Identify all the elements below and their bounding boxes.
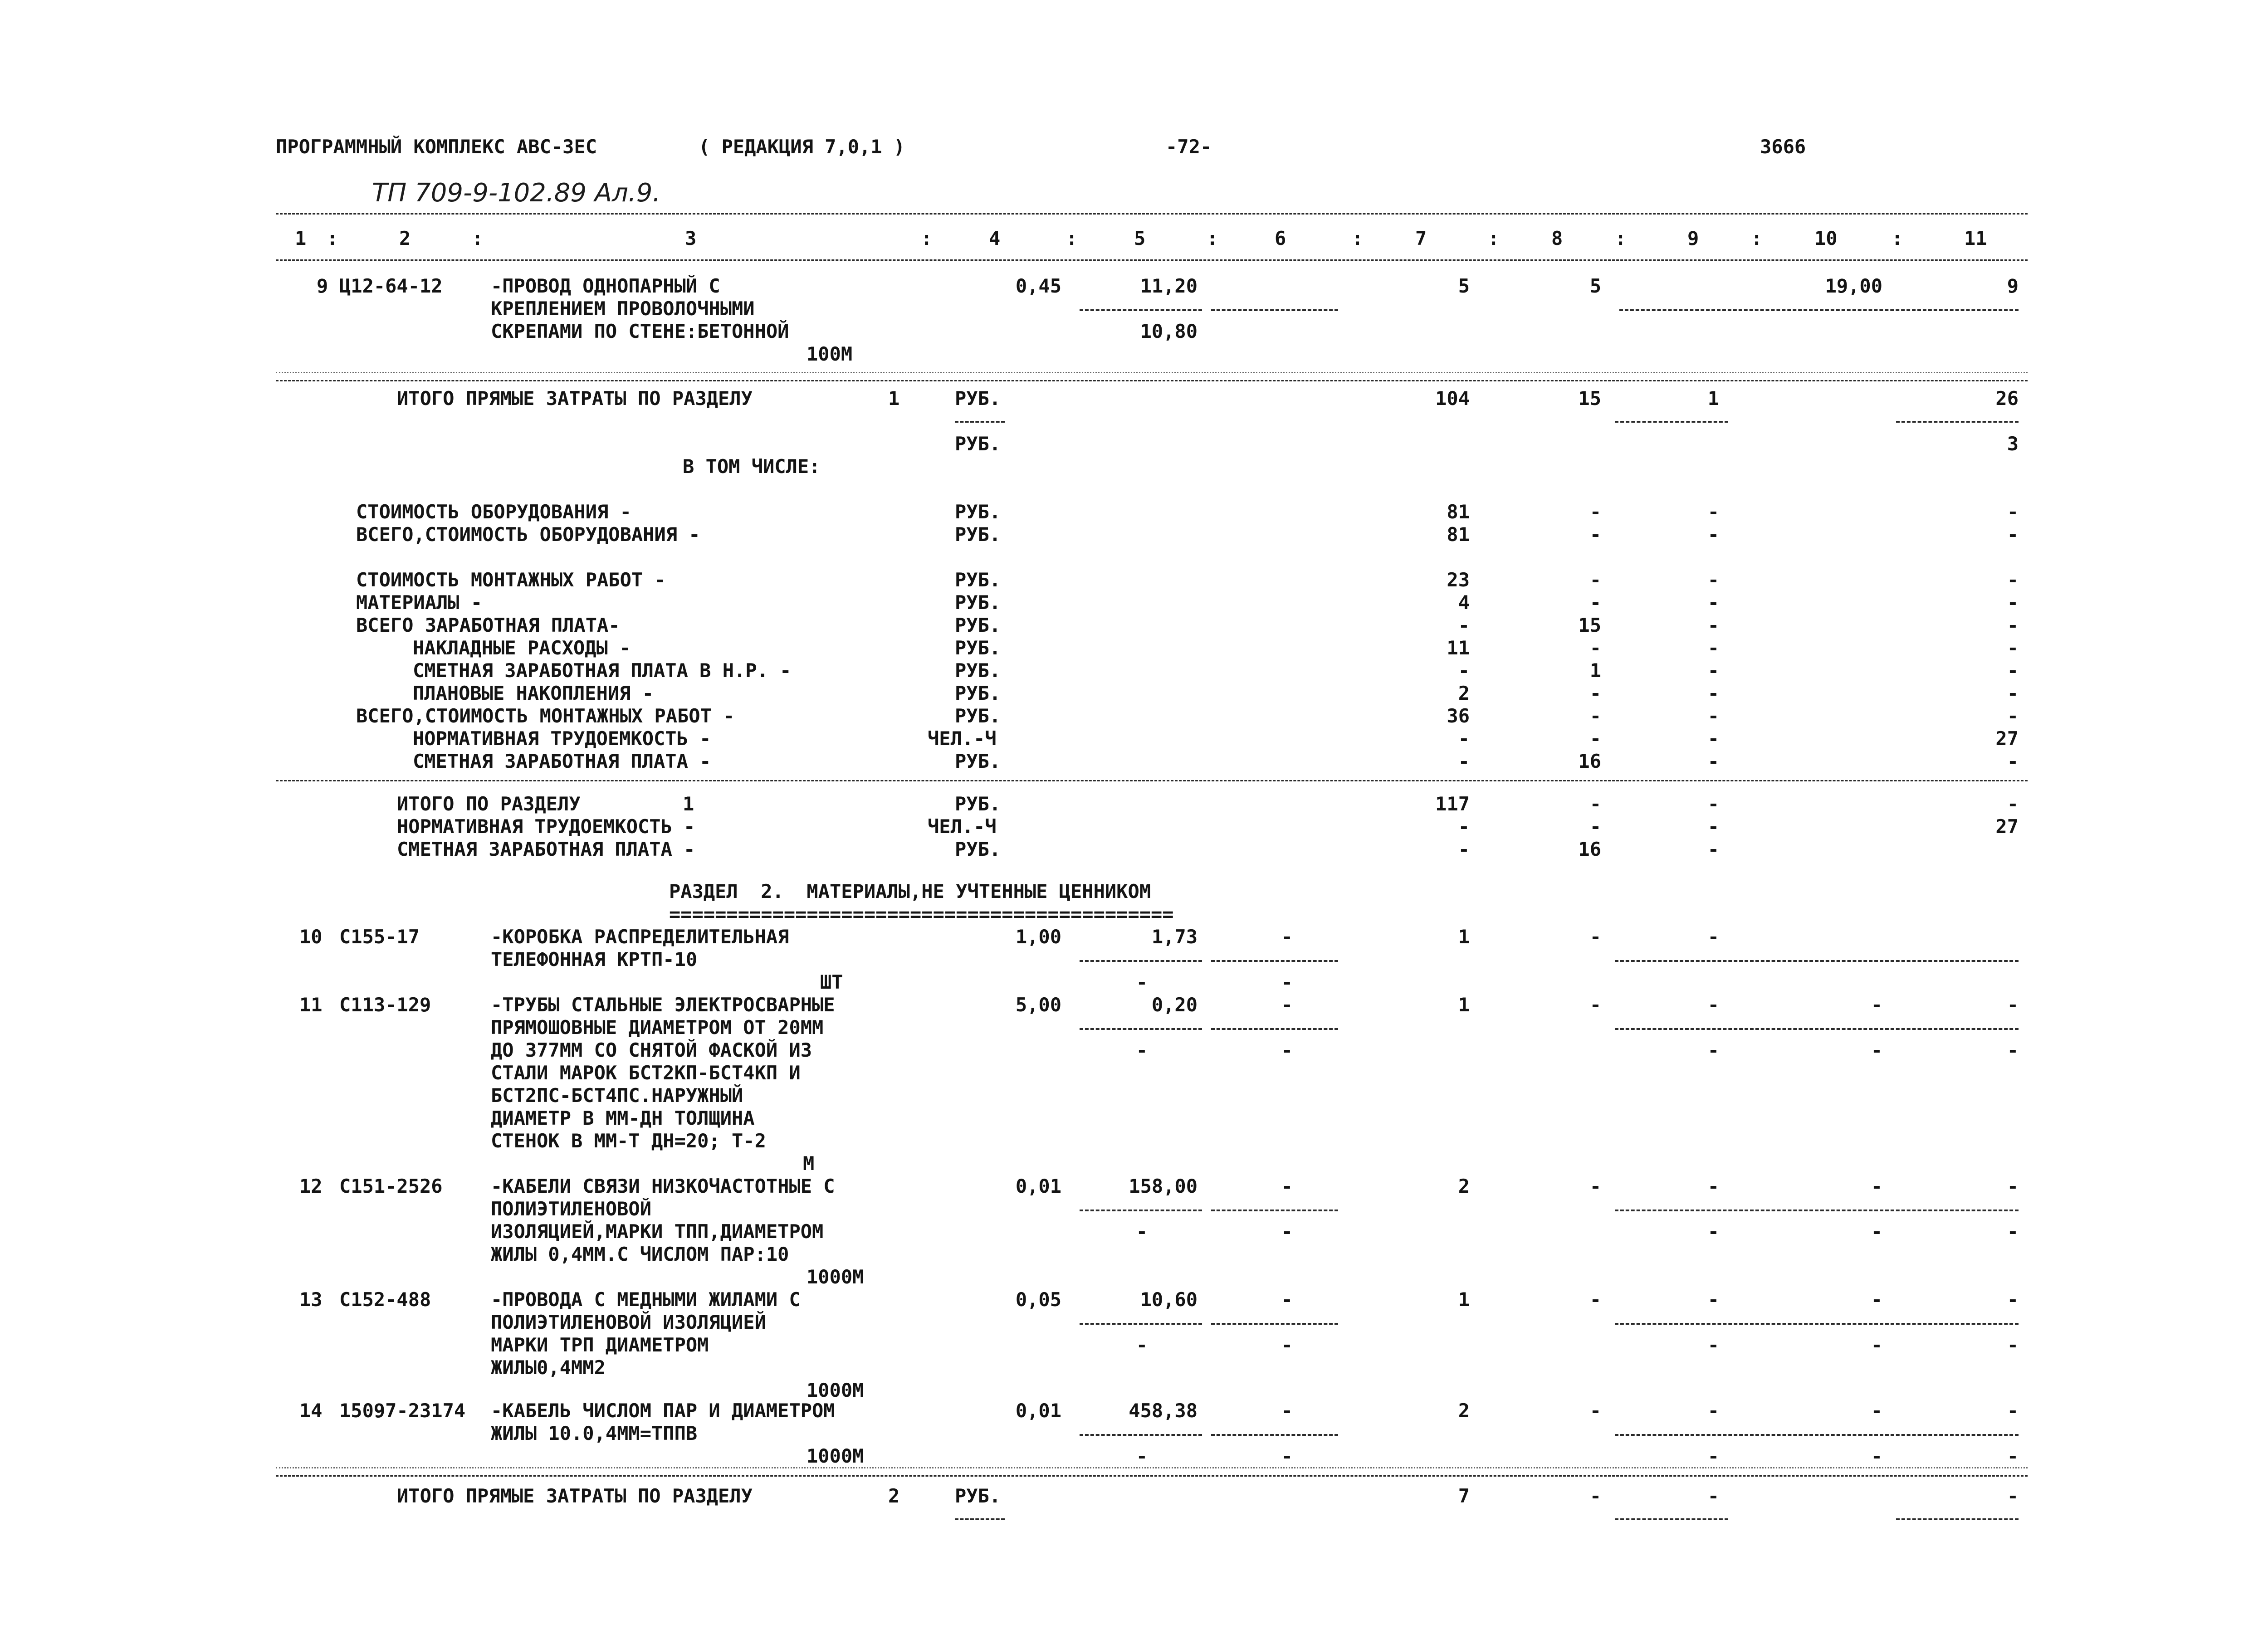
material-col6: -: [1281, 1400, 1293, 1422]
breakdown-col8: -: [1589, 682, 1601, 704]
material-col11: -: [2007, 1288, 2019, 1311]
section-1-total-col7: 117: [1435, 793, 1470, 815]
column-number-11: 11: [1964, 227, 1987, 249]
material-right-rules: [1615, 960, 2019, 962]
material-unit: 1000М: [807, 1266, 864, 1288]
section-2-number: 2: [888, 1485, 900, 1507]
material-right-rules: [1615, 1028, 2019, 1030]
material-col7: 2: [1458, 1400, 1470, 1422]
section-2-direct-costs-label: ИТОГО ПРЯМЫЕ ЗАТРАТЫ ПО РАЗДЕЛУ: [397, 1485, 753, 1507]
material-unit: ШТ: [820, 971, 843, 993]
breakdown-unit: РУБ.: [955, 614, 1001, 636]
breakdown-unit: РУБ.: [955, 501, 1001, 523]
material-price: 1,73: [1151, 926, 1198, 948]
material-row-number: 13: [299, 1288, 323, 1311]
breakdown-col9: -: [1707, 523, 1719, 546]
section-1-total-col8: 16: [1578, 838, 1601, 860]
breakdown-col7: -: [1458, 727, 1470, 750]
breakdown-col8: -: [1589, 591, 1601, 614]
section-1-total-col7: -: [1458, 838, 1470, 860]
material-description-line: СТАЛИ МАРОК БСТ2КП-БСТ4КП И: [491, 1062, 801, 1084]
material-sub-col6: -: [1281, 1039, 1293, 1061]
material-unit: 1000М: [807, 1379, 864, 1401]
breakdown-col11: -: [2007, 750, 2019, 772]
material-col6: -: [1281, 994, 1293, 1016]
column-number-8: 8: [1551, 227, 1563, 249]
breakdown-col11: -: [2007, 637, 2019, 659]
breakdown-col11: -: [2007, 614, 2019, 636]
breakdown-col9: -: [1707, 637, 1719, 659]
column-separator: :: [1488, 227, 1500, 249]
column-number-7: 7: [1415, 227, 1427, 249]
column-separator: :: [1892, 227, 1903, 249]
material-sub-col10: -: [1871, 1039, 1882, 1061]
breakdown-col8: -: [1589, 705, 1601, 727]
column-number-4: 4: [989, 227, 1001, 249]
breakdown-col11: -: [2007, 682, 2019, 704]
breakdown-unit: РУБ.: [955, 705, 1001, 727]
column-separator: :: [1352, 227, 1364, 249]
breakdown-col7: -: [1458, 659, 1470, 682]
breakdown-unit: РУБ.: [955, 637, 1001, 659]
breakdown-unit: РУБ.: [955, 750, 1001, 772]
section-1-direct-col7: 104: [1435, 387, 1470, 410]
section-1-total-number: 1: [683, 793, 694, 815]
breakdown-label: НАКЛАДНЫЕ РАСХОДЫ -: [413, 637, 631, 659]
section-2-title: РАЗДЕЛ 2. МАТЕРИАЛЫ,НЕ УЧТЕННЫЕ ЦЕННИКОМ: [669, 880, 1151, 902]
row-9-col6-rule: [1211, 309, 1338, 311]
material-sub-col6: -: [1281, 1445, 1293, 1467]
material-col9: -: [1707, 994, 1719, 1016]
section-1-unit-rule: [955, 421, 1005, 423]
material-description-line: -КАБЕЛИ СВЯЗИ НИЗКОЧАСТОТНЫЕ С: [491, 1175, 835, 1197]
breakdown-col8: -: [1589, 727, 1601, 750]
section-1-total-col11: -: [2007, 793, 2019, 815]
column-number-1: 1: [295, 227, 307, 249]
material-row-number: 14: [299, 1400, 323, 1422]
material-quantity: 0,05: [1015, 1288, 1061, 1311]
breakdown-label: СМЕТНАЯ ЗАРАБОТНАЯ ПЛАТА -: [413, 750, 711, 772]
breakdown-unit: РУБ.: [955, 591, 1001, 614]
breakdown-col11: -: [2007, 523, 2019, 546]
material-right-rules: [1615, 1210, 2019, 1211]
material-col7: 1: [1458, 926, 1470, 948]
material-col6: -: [1281, 926, 1293, 948]
column-separator: :: [1751, 227, 1763, 249]
table-header-rule: [276, 259, 2028, 261]
material-sub-col9: -: [1707, 1334, 1719, 1356]
material-sub-col6: -: [1281, 971, 1293, 993]
material-col10: -: [1871, 1400, 1882, 1422]
section-1-total-col11: 27: [1995, 815, 2019, 838]
material-right-rules: [1615, 1323, 2019, 1325]
column-number-3: 3: [685, 227, 697, 249]
section-1-total-label: ИТОГО ПО РАЗДЕЛУ: [397, 793, 581, 815]
column-number-10: 10: [1814, 227, 1838, 249]
material-quantity: 1,00: [1015, 926, 1061, 948]
material-price-rule: [1080, 1028, 1202, 1030]
breakdown-col11: -: [2007, 501, 2019, 523]
material-description-line: -КАБЕЛЬ ЧИСЛОМ ПАР И ДИАМЕТРОМ: [491, 1400, 835, 1422]
section-1-total-unit: РУБ.: [955, 793, 1001, 815]
column-separator: :: [1615, 227, 1627, 249]
breakdown-col7: -: [1458, 750, 1470, 772]
breakdown-label: НОРМАТИВНАЯ ТРУДОЕМКОСТЬ -: [413, 727, 711, 750]
material-sub-col10: -: [1871, 1220, 1882, 1243]
section-1-direct-col11: 26: [1995, 387, 2019, 410]
material-unit: 1000М: [807, 1445, 864, 1467]
material-price-rule: [1080, 960, 1202, 962]
material-code: С152-488: [339, 1288, 431, 1311]
material-sub-col11: -: [2007, 1445, 2019, 1467]
breakdown-label: ПЛАНОВЫЕ НАКОПЛЕНИЯ -: [413, 682, 654, 704]
section-1-total-col8: -: [1589, 815, 1601, 838]
including-caption: В ТОМ ЧИСЛЕ:: [683, 455, 821, 478]
row-9-number: 9: [317, 275, 328, 297]
material-description-line: ПОЛИЭТИЛЕНОВОЙ ИЗОЛЯЦИЕЙ: [491, 1311, 766, 1333]
breakdown-label: СТОИМОСТЬ ОБОРУДОВАНИЯ -: [356, 501, 631, 523]
breakdown-col7: 36: [1447, 705, 1470, 727]
row-9-description-line: КРЕПЛЕНИЕМ ПРОВОЛОЧНЫМИ: [491, 298, 755, 320]
material-col6-rule: [1211, 1434, 1338, 1436]
row-9-end-rule: [276, 372, 2028, 373]
material-col10: -: [1871, 1288, 1882, 1311]
row-9-code: Ц12-64-12: [339, 275, 443, 297]
breakdown-label: ВСЕГО,СТОИМОСТЬ МОНТАЖНЫХ РАБОТ -: [356, 705, 735, 727]
material-sub-col10: -: [1871, 1334, 1882, 1356]
breakdown-col9: -: [1707, 705, 1719, 727]
material-code: 15097-23174: [339, 1400, 466, 1422]
breakdown-col8: -: [1589, 501, 1601, 523]
material-row-number: 12: [299, 1175, 323, 1197]
material-description-line: СТЕНОК В ММ-Т ДН=20; Т-2: [491, 1130, 766, 1152]
material-col9: -: [1707, 1288, 1719, 1311]
breakdown-col7: 4: [1458, 591, 1470, 614]
breakdown-label: ВСЕГО,СТОИМОСТЬ ОБОРУДОВАНИЯ -: [356, 523, 700, 546]
material-sub-col9: -: [1707, 1445, 1719, 1467]
section-2-direct-col7: 7: [1458, 1485, 1470, 1507]
material-sub-col6: -: [1281, 1334, 1293, 1356]
material-description-line: -КОРОБКА РАСПРЕДЕЛИТЕЛЬНАЯ: [491, 926, 789, 948]
material-sub-col11: -: [2007, 1039, 2019, 1061]
material-col7: 1: [1458, 994, 1470, 1016]
section-1-col9-rule: [1615, 421, 1728, 423]
material-description-line: ПОЛИЭТИЛЕНОВОЙ: [491, 1198, 652, 1220]
material-description-line: ИЗОЛЯЦИЕЙ,МАРКИ ТПП,ДИАМЕТРОМ: [491, 1220, 824, 1243]
column-separator: :: [327, 227, 338, 249]
material-sub-col5: -: [1136, 1334, 1148, 1356]
row-9-col10: 19,00: [1825, 275, 1882, 297]
column-separator: :: [1066, 227, 1078, 249]
breakdown-col11: -: [2007, 591, 2019, 614]
material-price: 10,60: [1140, 1288, 1198, 1311]
material-price-rule: [1080, 1434, 1202, 1436]
program-title: ПРОГРАММНЫЙ КОМПЛЕКС АВС-ЗЕС: [276, 136, 597, 158]
section-2-direct-col11: -: [2007, 1485, 2019, 1507]
breakdown-col8: 15: [1578, 614, 1601, 636]
breakdown-col8: -: [1589, 523, 1601, 546]
material-col7: 2: [1458, 1175, 1470, 1197]
material-col8: -: [1589, 994, 1601, 1016]
breakdown-col9: -: [1707, 501, 1719, 523]
section-2-unit-rule: [955, 1518, 1005, 1520]
breakdown-col11: -: [2007, 569, 2019, 591]
breakdown-col7: 11: [1447, 637, 1470, 659]
row-9-description-line: -ПРОВОД ОДНОПАРНЫЙ С: [491, 275, 720, 297]
program-edition: ( РЕДАКЦИЯ 7,0,1 ): [699, 136, 905, 158]
material-col10: -: [1871, 1175, 1882, 1197]
material-sub-col9: -: [1707, 1220, 1719, 1243]
material-col11: -: [2007, 1175, 2019, 1197]
section-1-total-col8: -: [1589, 793, 1601, 815]
material-price: 158,00: [1129, 1175, 1198, 1197]
material-description-line: ДО 377ММ СО СНЯТОЙ ФАСКОЙ ИЗ: [491, 1039, 812, 1061]
material-col6-rule: [1211, 960, 1338, 962]
material-sub-col6: -: [1281, 1220, 1293, 1243]
breakdown-col8: -: [1589, 637, 1601, 659]
section-2-title-underline: ============================================: [669, 903, 1174, 925]
material-col9: -: [1707, 1400, 1719, 1422]
material-description-line: ТЕЛЕФОННАЯ КРТП-10: [491, 948, 698, 971]
page-number: -72-: [1166, 136, 1212, 158]
material-col11: -: [2007, 994, 2019, 1016]
breakdown-col8: 1: [1589, 659, 1601, 682]
material-description-line: -ПРОВОДА С МЕДНЫМИ ЖИЛАМИ С: [491, 1288, 801, 1311]
section-1-direct-col11-secondary: 3: [2007, 433, 2019, 455]
material-col8: -: [1589, 1288, 1601, 1311]
material-code: С155-17: [339, 926, 420, 948]
handwritten-project-code: ТП 709-9-102.89 Ал.9.: [372, 178, 661, 208]
material-code: С113-129: [339, 994, 431, 1016]
material-description-line: ЖИЛЫ 10.0,4ММ=ТППВ: [491, 1422, 698, 1444]
breakdown-col7: 81: [1447, 523, 1470, 546]
material-col6: -: [1281, 1175, 1293, 1197]
material-col8: -: [1589, 1400, 1601, 1422]
material-description-line: ПРЯМОШОВНЫЕ ДИАМЕТРОМ ОТ 20ММ: [491, 1016, 824, 1039]
material-row-number: 11: [299, 994, 323, 1016]
table-top-rule: [276, 213, 2028, 215]
material-col9: -: [1707, 926, 1719, 948]
section-1-total-label: СМЕТНАЯ ЗАРАБОТНАЯ ПЛАТА -: [397, 838, 695, 860]
material-price-rule: [1080, 1323, 1202, 1325]
section-1-total-col9: -: [1707, 838, 1719, 860]
material-col9: -: [1707, 1175, 1719, 1197]
material-col8: -: [1589, 1175, 1601, 1197]
column-separator: :: [1207, 227, 1218, 249]
material-description-line: БСТ2ПС-БСТ4ПС.НАРУЖНЫЙ: [491, 1084, 743, 1107]
section-1-total-label: НОРМАТИВНАЯ ТРУДОЕМКОСТЬ -: [397, 815, 695, 838]
breakdown-col11: 27: [1995, 727, 2019, 750]
breakdown-label: МАТЕРИАЛЫ -: [356, 591, 483, 614]
material-quantity: 5,00: [1015, 994, 1061, 1016]
column-number-2: 2: [399, 227, 411, 249]
breakdown-unit: РУБ.: [955, 682, 1001, 704]
section-1-direct-col9: 1: [1707, 387, 1719, 410]
section-1-direct-col8: 15: [1578, 387, 1601, 410]
section-1-total-rule: [276, 380, 2028, 381]
material-col7: 1: [1458, 1288, 1470, 1311]
breakdown-col9: -: [1707, 614, 1719, 636]
section-1-total-col7: -: [1458, 815, 1470, 838]
material-sub-col5: -: [1136, 1039, 1148, 1061]
material-sub-col5: -: [1136, 1220, 1148, 1243]
material-col6-rule: [1211, 1210, 1338, 1211]
section-2-total-rule: [276, 1475, 2028, 1477]
section-1-total-unit: РУБ.: [955, 838, 1001, 860]
breakdown-unit: РУБ.: [955, 569, 1001, 591]
material-sub-col5: -: [1136, 971, 1148, 993]
material-row-number: 10: [299, 926, 323, 948]
row-9-col7: 5: [1458, 275, 1470, 297]
material-description-line: МАРКИ ТРП ДИАМЕТРОМ: [491, 1334, 709, 1356]
material-col6-rule: [1211, 1323, 1338, 1325]
breakdown-col7: 81: [1447, 501, 1470, 523]
breakdown-col9: -: [1707, 569, 1719, 591]
material-col6: -: [1281, 1288, 1293, 1311]
column-number-6: 6: [1275, 227, 1286, 249]
breakdown-col9: -: [1707, 727, 1719, 750]
row-9-price: 11,20: [1140, 275, 1198, 297]
material-sub-col5: -: [1136, 1445, 1148, 1467]
section-1-total-unit: ЧЕЛ.-Ч: [928, 815, 997, 838]
material-right-rules: [1615, 1434, 2019, 1436]
column-number-9: 9: [1687, 227, 1699, 249]
material-col11: -: [2007, 1400, 2019, 1422]
material-description-line: -ТРУБЫ СТАЛЬНЫЕ ЭЛЕКТРОСВАРНЫЕ: [491, 994, 835, 1016]
row-9-description-line: СКРЕПАМИ ПО СТЕНЕ:БЕТОННОЙ: [491, 320, 789, 342]
section-1-total-col9: -: [1707, 815, 1719, 838]
column-separator: :: [472, 227, 484, 249]
breakdown-col7: -: [1458, 614, 1470, 636]
section-1-total-col9: -: [1707, 793, 1719, 815]
breakdown-label: СМЕТНАЯ ЗАРАБОТНАЯ ПЛАТА В Н.Р. -: [413, 659, 792, 682]
material-sub-col9: -: [1707, 1039, 1719, 1061]
row-9-price-rule: [1080, 309, 1202, 311]
breakdown-col8: 16: [1578, 750, 1601, 772]
row-9-col11: 9: [2007, 275, 2019, 297]
material-sub-col10: -: [1871, 1445, 1882, 1467]
breakdown-col9: -: [1707, 750, 1719, 772]
breakdown-col9: -: [1707, 591, 1719, 614]
row-9-col8: 5: [1589, 275, 1601, 297]
material-price-rule: [1080, 1210, 1202, 1211]
material-sub-col11: -: [2007, 1334, 2019, 1356]
section-2-direct-col9: -: [1707, 1485, 1719, 1507]
breakdown-col11: -: [2007, 705, 2019, 727]
breakdown-col9: -: [1707, 682, 1719, 704]
material-description-line: ЖИЛЫ 0,4ММ.С ЧИСЛОМ ПАР:10: [491, 1243, 789, 1265]
section-2-direct-col8: -: [1589, 1485, 1601, 1507]
column-number-5: 5: [1134, 227, 1146, 249]
section-1-col11-rule: [1896, 421, 2019, 423]
section-2-direct-unit: РУБ.: [955, 1485, 1001, 1507]
material-col6-rule: [1211, 1028, 1338, 1030]
section-1-direct-unit-secondary: РУБ.: [955, 433, 1001, 455]
breakdown-col11: -: [2007, 659, 2019, 682]
breakdown-label: ВСЕГО ЗАРАБОТНАЯ ПЛАТА-: [356, 614, 620, 636]
section-1-direct-unit: РУБ.: [955, 387, 1001, 410]
breakdown-unit: РУБ.: [955, 659, 1001, 682]
section-1-direct-costs-label: ИТОГО ПРЯМЫЕ ЗАТРАТЫ ПО РАЗДЕЛУ: [397, 387, 753, 410]
row-9-quantity: 0,45: [1015, 275, 1061, 297]
breakdown-col8: -: [1589, 569, 1601, 591]
section-2-col11-rule: [1896, 1518, 2019, 1520]
material-description-line: ЖИЛЫ0,4ММ2: [491, 1356, 606, 1379]
row-9-price-secondary: 10,80: [1140, 320, 1198, 342]
material-price: 458,38: [1129, 1400, 1198, 1422]
column-separator: :: [921, 227, 933, 249]
breakdown-col7: 23: [1447, 569, 1470, 591]
material-unit: М: [803, 1152, 815, 1175]
document-code: 3666: [1760, 136, 1806, 158]
material-code: С151-2526: [339, 1175, 443, 1197]
breakdown-col9: -: [1707, 659, 1719, 682]
materials-end-rule: [276, 1467, 2028, 1468]
breakdown-unit: РУБ.: [955, 523, 1001, 546]
section-2-col9-rule: [1615, 1518, 1728, 1520]
breakdown-col7: 2: [1458, 682, 1470, 704]
breakdown-label: СТОИМОСТЬ МОНТАЖНЫХ РАБОТ -: [356, 569, 666, 591]
material-price: 0,20: [1151, 994, 1198, 1016]
breakdown-unit: ЧЕЛ.-Ч: [928, 727, 997, 750]
material-quantity: 0,01: [1015, 1400, 1061, 1422]
breakdown-end-rule: [276, 780, 2028, 781]
material-quantity: 0,01: [1015, 1175, 1061, 1197]
material-sub-col11: -: [2007, 1220, 2019, 1243]
row-9-right-rules: [1619, 309, 2019, 311]
row-9-unit: 100М: [807, 343, 853, 365]
material-col10: -: [1871, 994, 1882, 1016]
section-1-number: 1: [888, 387, 900, 410]
material-description-line: ДИАМЕТР В ММ-ДН ТОЛЩИНА: [491, 1107, 755, 1129]
material-col8: -: [1589, 926, 1601, 948]
